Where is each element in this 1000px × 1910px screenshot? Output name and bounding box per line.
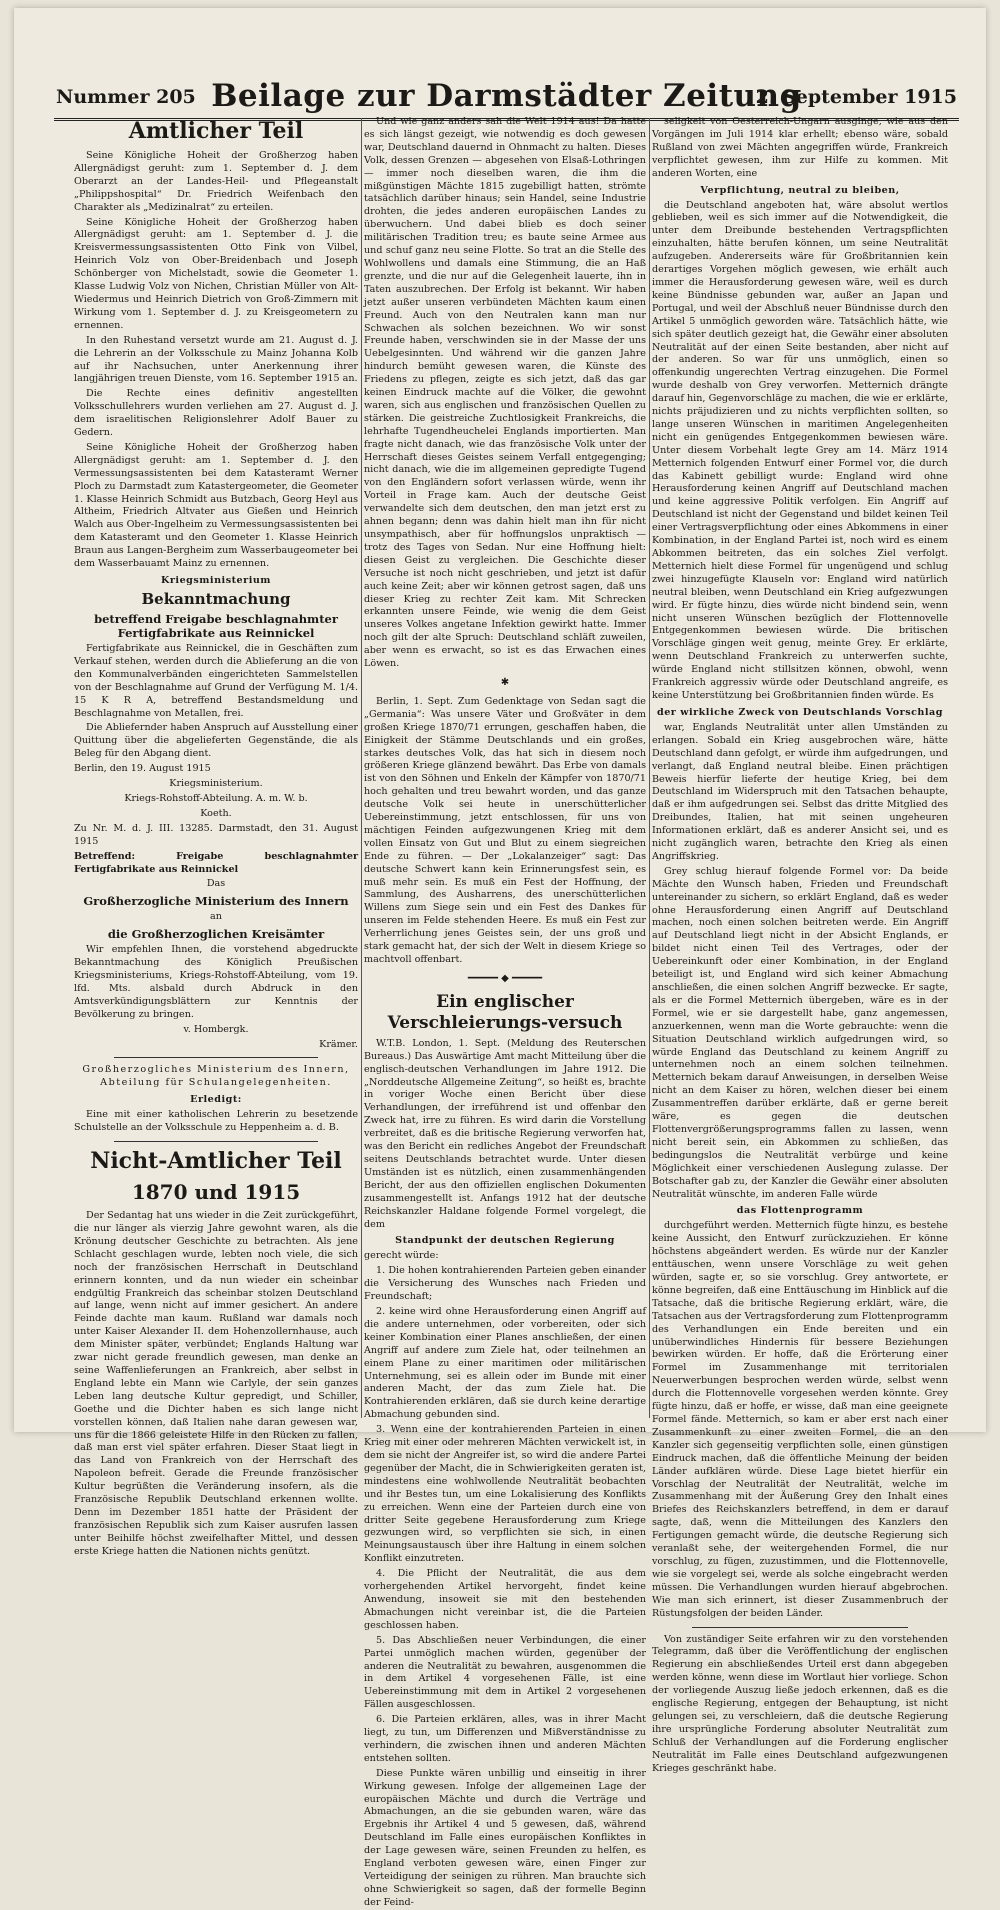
paragraph: 4. Die Pflicht der Neutralität, die aus dem vorhergehenden Artikel hervorgeht, findet keine Anwendung, insoweit sie mit den bestehenden Abmachungen nicht vereinbar ist, die die Parteien geschlossen haben. xyxy=(364,1568,646,1631)
subheading: Standpunkt der deutschen Regierung xyxy=(395,1235,615,1247)
paragraph: 2. keine wird ohne Herausforderung einen Angriff auf die andere unternehmen, oder vorbereiten, oder sich keiner Kombination einer Planes anschließen, der einen Angriff auf andere zum Ziele hat, oder teilnehmen an einem Plane zu einer maritimen oder militärischen Unternehmung, sei es allein oder im Bunde mit einer anderen Macht, der das zum Ziele hat. Die Kontrahierenden erklären, daß sie durch keine derartige Abmachung gebunden sind. xyxy=(364,1306,646,1421)
signature: Krämer. xyxy=(319,1038,358,1050)
article-title: Ein englischer Verschleierungs-versuch xyxy=(387,991,623,1033)
column-rule xyxy=(649,118,650,1418)
announcement-subtitle: betreffend Freigabe beschlagnahmter Fertigfabrikate aus Reinnickel xyxy=(94,612,338,640)
paragraph: 5. Das Abschließen neuer Verbindungen, die einer Partei unmöglich machen würden, gegenüber der anderen die Neutralität zu bewahren, ausgenommen die in dem Artikel 4 vorgesehenen Fälle, ist eine Uebereinstimmung mit dem in Artikel 2 vorgesehenen Fällen ausgeschlossen. xyxy=(364,1634,646,1711)
paragraph: die Deutschland angeboten hat, wäre absolut wertlos geblieben, weil es sich immer auf die Notwendigkeit, die unter dem Dreibunde bestehenden Vertragspflichten einzuhalten, hätte berufen können, um seine Neutralität aufzugeben. Andererseits wäre für Großbritannien kein derartiges Vorgehen möglich gewesen, wie erhält auch immer die Herausforderung gewesen wäre, weil es durch keine Bündnisse gebunden war, außer an Japan und Portugal, und weil der Abschluß neuer Bündnisse durch den Artikel 5 unmöglich geworden wäre. Tatsächlich hätte, wie sich später deutlich gezeigt hat, die Gewähr einer absoluten Neutralität auf der einen Seite bestanden, aber nicht auf der anderen. So war für uns unmöglich, einen so offenkundig ungerechten Vertrag einzugehen. Die Formel wurde deshalb von Grey verworfen. Metternich drängte darauf hin, Gegenvorschläge zu machen, die wie er erklärte, nichts präjudizieren und zu nichts verpflichten sollten, so lange unseren Wünschen in maritimen Angelegenheiten nicht ein genügendes Entgegenkommen bewiesen wäre. Unter diesem Vorbehalt legte Grey am 14. März 1914 Metternich folgenden Entwurf einer Formel vor, die durch das Kabinett gebilligt wurde: England wird ohne Herausforderung keinen Angriff auf Deutschland machen und keine aggressive Politik verfolgen. Ein Angriff auf Deutschland ist nicht der Gegenstand und bildet keinen Teil einer Vertragsverpflichtung oder eines Abkommens in einer Kombination, in der England Partei ist, noch wird es einem Abkommen beitreten, das ein solches Ziel verfolgt. Metternich hielt diese Formel für ungenügend und schlug zwei hinzugefügte Klauseln vor: England wird natürlich neutral bleiben, wenn Deutschland ein Krieg aufgezwungen wird. Er fügte hinzu, dies würde nicht bindend sein, wenn nicht unseren Wünschen bezüglich der Flottennovelle Entgegenkommen bewiesen würde. Die britischen Vorschläge gingen weit genug, meinte Grey. Er erklärte, wenn Deutschland Frankreich zu unterwerfen suchte, würde England nicht stillsitzen können, obwohl, wenn Frankreich aggressiv würde oder Deutschland angreife, es keine Unterstützung bei Großbritannien finden würde. Es xyxy=(652,199,948,701)
paragraph: Grey schlug hierauf folgende Formel vor: Da beide Mächte den Wunsch haben, Frieden und Freundschaft untereinander zu sichern, so erklärt England, daß es weder ohne Herausforderung einen Angriff auf Deutschland machen, noch einen solchen beitreten werde. Ein Angriff auf Deutschland liegt nicht in der Absicht Englands, er bildet nicht einen Teil des Vertrages, oder der Uebereinkunft oder einer Kombination, in der England beteiligt ist, und England wird sich keiner Abmachung anschließen, die einen solchen Angriff bezwecke. Er sagte, als er die Formel Metternich übergeben, wäre es in der Formel, wie er sie dargestellt habe, ganz angemessen, anzuerkennen, wenn man die Worte gebrauchte: wenn die Situation Deutschland wirklich aufgedrungen wird, so würde England das Deutschland zu keinem Angriff zu unternehmen noch an einem solchen teilnehmen. Metternich bekam darauf Anweisungen, in derselben Weise nicht an dem Kaiser zu hören, welchen dieser bei einem Zusammentreffen darüber erklärte, daß er gerne bereit wäre, es gegen die deutschen Flottenvergrößerungsprogramms fallen zu lassen, wenn nicht bereit sein, ein Abkommen zu schließen, das bedingungslos die Neutralität verbürge und keine Möglichkeit einer verschiedenen Auslegung zulasse. Der Botschafter gab zu, der Kanzler die Gewähr einer absoluten Neutralität wünschte, im anderen Falle würde xyxy=(652,865,948,1200)
column-1 xyxy=(74,116,358,1557)
paragraph: Von zuständiger Seite erfahren wir zu den vorstehenden Telegramm, daß über die Veröffentlichung der englischen Regierung ein abschließendes Urteil erst dann abgegeben werden könne, wenn diese im Wortlaut hier vorliege. Schon der vorliegende Auszug ließe jedoch erkennen, daß es die englische Regierung, entgegen der Behauptung, ist nicht gelungen sei, zu verschleiern, daß die deutsche Regierung ihre ursprüngliche Forderung absoluter Neutralität zum Schluß der Verhandlungen auf die Forderung englischer Neutralität im Falle eines Deutschland aufgezwungenen Krieges geschränkt habe. xyxy=(652,1633,948,1774)
paragraph: 3. Wenn eine der kontrahierenden Parteien in einen Krieg mit einer oder mehreren Mächten verwickelt ist, in dem sie nicht der Angreifer ist, so wird die andere Partei gegenüber der Macht, die in Schwierigkeiten geraten ist, mindestens eine wohlwollende Neutralität beobachten und ihr Bestes tun, um eine Lokalisierung des Konflikts zu erreichen. Wenn eine der Parteien durch eine von dritter Seite gegebene Herausforderung zum Kriege gezwungen wird, so verpflichten sie sich, in einen Meinungsaustausch über ihre Haltung in einem solchen Konflikt einzutreten. xyxy=(364,1424,646,1565)
school-department: Großherzogliches Ministerium des Innern, Abteilung für Schulangelegenheiten. xyxy=(82,1064,350,1089)
paragraph: 6. Die Parteien erklären, alles, was in ihrer Macht liegt, zu tun, um Differenzen und Mißverständnisse zu verhindern, die zwischen ihnen und anderen Mächten entstehen sollten. xyxy=(364,1714,646,1764)
issue-number: Nummer 205 xyxy=(56,86,196,108)
text: Das xyxy=(206,878,226,890)
column-2 xyxy=(364,116,646,1908)
place-date: Berlin, den 19. August 1915 xyxy=(74,763,211,775)
paragraph: war, Englands Neutralität unter allen Umständen zu erlangen. Sobald ein Krieg ausgebrochen wäre, hätte Deutschland dann gefolgt, er würde ihm aufgedrungen, und verlangt, daß England neutral bleibe. Einen prächtigen Beweis hierfür lieferte der heutige Krieg, bei dem Deutschland im Widerspruch mit den Tatsachen behaupte, daß er ihm aufgedrungen sei. Selbst das dritte Mitglied des Dreibundes, Italien, hat mit seinen ungeheuren Informationen erklärt, daß es anderer Ansicht sei, und es nicht zugänglich waren, betrachte den Krieg als einen Angriffskrieg. xyxy=(652,721,948,862)
paragraph: Diese Punkte wären unbillig und einseitig in ihrer Wirkung gewesen. Infolge der allgemeinen Lage der europäischen Mächte und durch die Verträge und Abmachungen, an die sie gebunden waren, wäre das Ergebnis ihr Artikel 4 und 5 gewesen, daß, während Deutschland im Falle eines europäischen Konfliktes in der Lage gewesen wäre, seinen Freunden zu helfen, es England verboten gewesen wäre, einen Finger zur Verteidigung der seinigen zu rühren. Man brauchte sich ohne Schwierigkeit so sagen, daß der formelle Beginn der Feind- xyxy=(364,1767,646,1908)
vacancy-heading: Erledigt: xyxy=(190,1094,242,1106)
newspaper-title: Beilage zur Darmstädter Zeitung xyxy=(211,78,802,114)
recipient-title: die Großherzoglichen Kreisämter xyxy=(107,927,325,942)
ministry-label: Kriegsministerium xyxy=(161,575,271,586)
paragraph: Die Rechte eines definitiv angestellten Volksschullehrers wurden verliehen am 27. August d. J. dem israelitischen Religionslehrer Adolf Bauer zu Gedern. xyxy=(74,388,358,439)
subheading: Verpflichtung, neutral zu bleiben, xyxy=(700,184,900,196)
article-title: 1870 und 1915 xyxy=(131,1180,301,1205)
paragraph: seligkeit von Oesterreich-Ungarn ausginge, wie aus den Vorgängen im Juli 1914 klar erhellt; ebenso wäre, sobald Rußland von zwei Mächten angegriffen würde, Frankreich verpflichtet gewesen, ihm zur Hilfe zu kommen. Mit anderen Worten, eine xyxy=(652,116,948,179)
divider xyxy=(692,1627,908,1628)
separator-mark: ━━━━━ ◆ ━━━━━ xyxy=(467,972,543,984)
signature: Kriegs-Rohstoff-Abteilung. A. m. W. b. xyxy=(124,792,308,804)
paragraph: 1. Die hohen kontrahierenden Parteien geben einander die Versicherung des Wunsches nach Frieden und Freundschaft; xyxy=(364,1265,646,1303)
paragraph: Der Sedantag hat uns wieder in die Zeit zurückgeführt, die nur länger als vierzig Jahre gewohnt waren, als die Krönung deutscher Geschichte zu betrachten. Als jene Schlacht geschlagen wurde, lebten noch viele, die sich noch der französischen Herrschaft in Deutschland erinnern konnten, und da nun wieder ein scheinbar endgültig Frankreich das scheinbar stolzen Deutschland auf lange, wenn nicht auf immer gesichert. An andere Feinde dachte man kaum. Rußland war damals noch unter Kaiser Alexander II. dem Hohenzollernhause, auch dem Minister später, verbündet; Englands Haltung war zwar nicht gerade freundlich gewesen, man denke an seine Waffenlieferungen an Frankreich, aber selbst in England lebte ein Mann wie Carlyle, der sein ganzes Leben lang deutsche Kultur gepredigt, und Schiller, Goethe und die Dichter haben es sich lange nicht vorstellen können, daß Italien nahe daran gewesen war, uns für die 1866 geleistete Hilfe in den Rücken zu fallen, daß man erst viel später erfahren. Dieser Staat liegt in das Land von Frankreich von der Herrschaft des Napoleon befreit. Gerade die Freunde französischer Kultur begrüßten die Veränderung insofern, als die Französische Republik Deutschland erkennen wollte. Denn im Dezember 1851 hatte der Präsident der französischen Republik sich zum Kaiser ausrufen lassen unter Beihilfe höchst zweifelhafter Mittel, und dessen erste Kriege hatten die Nationen nichts genützt. xyxy=(74,1210,358,1557)
paragraph: W.T.B. London, 1. Sept. (Meldung des Reuterschen Bureaus.) Das Auswärtige Amt macht Mitteilung über die englisch-deutschen Verhandlungen im Jahre 1912. Die „Norddeutsche Allgemeine Zeitung“, so heißt es, brachte in voriger Woche einen Bericht über diese Verhandlungen, der irreführend ist und offenbar den Zweck hat, irre zu führen. Es wird darin die Vorstellung verbreitet, daß es die britische Regierung verworfen hat, was den Bericht ein redliches Angebot der Freundschaft seitens Deutschlands betrachtet wurde. Unter diesen Umständen ist es nützlich, einen zusammenhängenden Bericht, der aus den offiziellen englischen Dokumenten zusammengestellt ist. Anfangs 1912 hat der deutsche Reichskanzler Haldane folgende Formel vorgelegt, die dem xyxy=(364,1037,646,1230)
subheading: das Flottenprogramm xyxy=(736,1205,864,1217)
subject-line: Betreffend: Freigabe beschlagnahmter Fertigfabrikate aus Reinnickel xyxy=(74,850,358,875)
paragraph: Wir empfehlen Ihnen, die vorstehend abgedruckte Bekanntmachung des Königlich Preußischen Kriegsministeriums, Kriegs-Rohstoff-Abteilung, vom 19. lfd. Mts. alsbald durch Abdruck in den Amtsverkündigungsblättern zur Kenntnis der Bevölkerung zu bringen. xyxy=(74,944,358,1020)
paragraph: Eine mit einer katholischen Lehrerin zu besetzende Schulstelle an der Volksschule zu Heppenheim a. d. B. xyxy=(74,1109,358,1134)
divider xyxy=(114,1057,318,1058)
paragraph: durchgeführt werden. Metternich fügte hinzu, es bestehe keine Aussicht, den Entwurf zurückzuziehen. Er könne höchstens abgeändert werden. Es würde nur der Kanzler enttäuschen, wenn unsere Vorschläge zu weit gehen würden, sagte er, so sie vorschlug. Grey antwortete, er könne begreifen, daß eine Enttäuschung im Hinblick auf die Tatsache, daß die britische Regierung erklärt, wäre, die Tatsachen aus der Vertragsforderung zum Flottenprogramm des Verhandlungen ein Ende bereiten und ein unüberwindliches Hindernis für bessere Beziehungen bewirken würden. Er hoffe, daß die Erörterung einer Formel im Zusammenhange mit territorialen Neuerwerbungen besprochen werden würde, selbst wenn durch die Flottennovelle vorgesehen werden könnte. Grey fügte hinzu, daß er hoffe, er wisse, daß man eine geeignete Formel fände. Metternich, so kam er aber erst nach einer Zusammenkunft zu einer zweiten Formel, die an den Kanzler sich gegenseitig verpflichten solle, einen günstigen Eindruck machen, daß die öffentliche Meinung der beiden Länder aufklären würde. Diese Lage bietet hierfür ein Vorschlag der Neutralität der Neutralität, welche im Zusammenhang mit der Äußerung Grey den Inhalt eines Briefes des Reichskanzlers betreffend, in dem er darauf sagte, daß, wenn die Mitteilungen des Kanzlers den Fertigungen gemacht würde, die deutsche Regierung sich veranlaßt sehe, der weitergehenden Formel, die nur vorschlug, zu fügen, zuzustimmen, und die Flottennovelle, wie sie vorgelegt sei, werde als solche eingebracht werden müssen. Die Verhandlungen wurden hierauf abgebrochen. Wie man sich erinnert, ist dieser Zusammenbruch der Rüstungsfolgen der beiden Länder. xyxy=(652,1220,948,1619)
paragraph: Seine Königliche Hoheit der Großherzog haben Allergnädigst geruht: am 1. September d. J. die Kreisvermessungsassistenten Otto Fink von Vilbel, Heinrich Volz von Ober-Breidenbach und Joseph Schönberger von Michelstadt, sowie die Geometer 1. Klasse Ludwig Volz von Nichen, Christian Müller von Alt-Wiedermus und Heinrich Dietrich von Groß-Zimmern mit Wirkung vom 1. September d. J. zu Kreisgeometern zu ernennen. xyxy=(74,216,358,331)
announcement-title: Bekanntmachung xyxy=(141,590,291,608)
paragraph: Fertigfabrikate aus Reinnickel, die in Geschäften zum Verkauf stehen, werden durch die Ablieferung an die von den Kommunalverbänden eingerichteten Sammelstellen von der Beschlagnahme auf Grund der Verfügung M. 1/4. 15 K R A, betreffend Bestandsmeldung und Beschlagnahme von Metallen, frei. xyxy=(74,643,358,719)
ministry-title: Großherzogliche Ministerium des Innern xyxy=(83,894,349,909)
paragraph: In den Ruhestand versetzt wurde am 21. August d. J. die Lehrerin an der Volksschule zu Mainz Johanna Kolb auf ihr Nachsuchen, unter Anerkennung ihrer langjährigen treuen Dienste, vom 16. September 1915 an. xyxy=(74,334,358,385)
paragraph: Die Abliefernder haben Anspruch auf Ausstellung einer Quittung über die abgelieferten Gegenstände, die als Beleg für den Abgang dient. xyxy=(74,722,358,760)
subheading: der wirkliche Zweck von Deutschlands Vorschlag xyxy=(657,706,943,718)
column-rule xyxy=(361,118,362,1418)
paragraph: Und wie ganz anders sah die Welt 1914 aus! Da hatte es sich längst gezeigt, wie notwendig es doch gewesen war, Deutschland dauernd in Ohnmacht zu halten. Dieses Volk, dessen Grenzen — abgesehen von Elsaß-Lothringen — immer noch dieselben waren, die ihm die mißgünstigen Mächte 1815 zugebilligt hatten, strömte tatsächlich darüber hinaus; sein Handel, seine Industrie drohten, die jedes anderen europäischen Landes zu überwuchern. Und dabei blieb es doch seiner militärischen Tradition treu; es baute seine Armee aus und schuf ganz neu seine Flotte. So trat an die Stelle des Wohlwollens und damals eine Stimmung, die an Haß grenzte, und die nur auf die Gelegenheit lauerte, ihn in Taten auszubrechen. Der Erfolg ist bekannt. Wir haben jetzt außer unseren verbündeten Mächten kaum einen Freund. Auch von den Neutralen kann man nur Schwachen als solchen bezeichnen. Wo wir sonst Freunde haben, verschwinden sie in der Masse der uns Uebelgesinnten. Und während wir die ganzen Jahre hindurch bemüht gewesen waren, die Künste des Friedens zu pflegen, zeigte es sich jetzt, daß das gar keinen Eindruck machte auf die Völker, die gewohnt waren, sich aus englischen und französischen Quellen zu stärken. Die geistreiche Zuchtlosigkeit Frankreichs, die lehrhafte Tugendheuchelei Englands importierten. Man fragte nicht danach, wie das französische Volk unter der Herrschaft dieses Geistes seinem Verfall entgegenging; nicht danach, wie die im allgemeinen gepredigte Tugend von den Engländern sofort verlassen würde, wenn ihr Vorteil in Frage kam. Auch der deutsche Geist verwandelte sich dem deutschen, den man jetzt erst zu ahnen begann; denn was dahin hielt man ihn für nicht unsympathisch, aber für hoffnungslos unpraktisch — trotz des Tages von Sedan. Nur eine Hoffnung hielt: diesen Geist zu vergleichen. Die Geschichte dieser Versuche ist noch nicht geschrieben, und jetzt ist dafür auch keine Zeit; aber wir können getrost sagen, daß uns dieser Krieg zu rechter Zeit kam. Mit Schrecken erkannten unsere Feinde, wie wenig die dem Geist unseres Volkes angetane Infektion gewirkt hatte. Immer noch gilt der alte Spruch: Deutschland schläft zuweilen, aber wenn es erwacht, so ist es das Erwachen eines Löwen. xyxy=(364,116,646,670)
signature: Kriegsministerium. xyxy=(169,778,263,790)
signature: v. Hombergk. xyxy=(183,1023,249,1035)
section-heading-unofficial: Nicht-Amtlicher Teil xyxy=(90,1148,342,1175)
paragraph: Berlin, 1. Sept. Zum Gedenktage von Sedan sagt die „Germania“: Was unsere Väter und Großväter in dem großen Kriege 1870/71 errungen, geschaffen haben, die Einigkeit der Stämme Deutschlands und ein großes, starkes deutsches Volk, das hat sich in diesem noch größeren Kriege glänzend bewährt. Das Erbe von damals ist von den Söhnen und Enkeln der Kämpfer von 1870/71 hoch gehalten und treu bewahrt worden, und das ganze deutsche Volk sei heute in unerschütterlicher Uebereinstimmung, jetzt entschlossen, für uns von mächtigen Feinden aufgezwungenen Krieg mit dem vollen Einsatz von Gut und Blut zu einem siegreichen Ende zu führen. — Der „Lokalanzeiger“ sagt: Das deutsche Schwert kann kein Erinnerungsfest sein, es muß mehr sein. Es muß ein Fest der Hoffnung, der Sammlung, des Ausharrens, des unerschütterlichen Willens zum Siege sein und ein Fest des Dankes für unseren im Felde stehenden Heere. Es muß ein Fest zur Verherrlichung jenes Geistes sein, der uns groß und stark gemacht hat, der sich der Welt in diesem Kriege so machtvoll offenbart. xyxy=(364,695,646,965)
issue-date: 2. September 1915 xyxy=(755,86,957,108)
text: an xyxy=(210,911,222,923)
reference-line: Zu Nr. M. d. J. III. 13285. Darmstadt, den 31. August 1915 xyxy=(74,822,358,847)
column-3 xyxy=(652,116,948,1774)
paragraph: Seine Königliche Hoheit der Großherzog haben Allergnädigst geruht: am 1. September d. J. den Vermessungsassistenten bei dem Katasteramt Werner Ploch zu Darmstadt zum Katastergeometer, die Geometer 1. Klasse Heinrich Schmidt aus Butzbach, Georg Heyl aus Altheim, Friedrich Altvater aus Gießen und Heinrich Walch aus Ober-Ingelheim zu Vermessungsassistenten bei dem Katasteramt und den Geometer 1. Klasse Heinrich Braun aus Langen-Bergheim zum Wasserbaugeometer bei dem Wasserbauamt Mainz zu ernennen. xyxy=(74,441,358,570)
text: gerecht würde: xyxy=(364,1250,439,1262)
signature: Koeth. xyxy=(200,807,232,819)
separator-mark: ✱ xyxy=(500,676,510,688)
paragraph: Seine Königliche Hoheit der Großherzog haben Allergnädigst geruht: zum 1. September d. J. dem Oberarzt an der Landes-Heil- und Pflegeanstalt „Philippshospital“ Dr. Friedrich Weifenbach den Charakter als „Medizinalrat“ zu erteilen. xyxy=(74,150,358,213)
section-heading-official: Amtlicher Teil xyxy=(128,118,304,144)
divider xyxy=(114,1141,318,1142)
masthead xyxy=(54,78,959,121)
